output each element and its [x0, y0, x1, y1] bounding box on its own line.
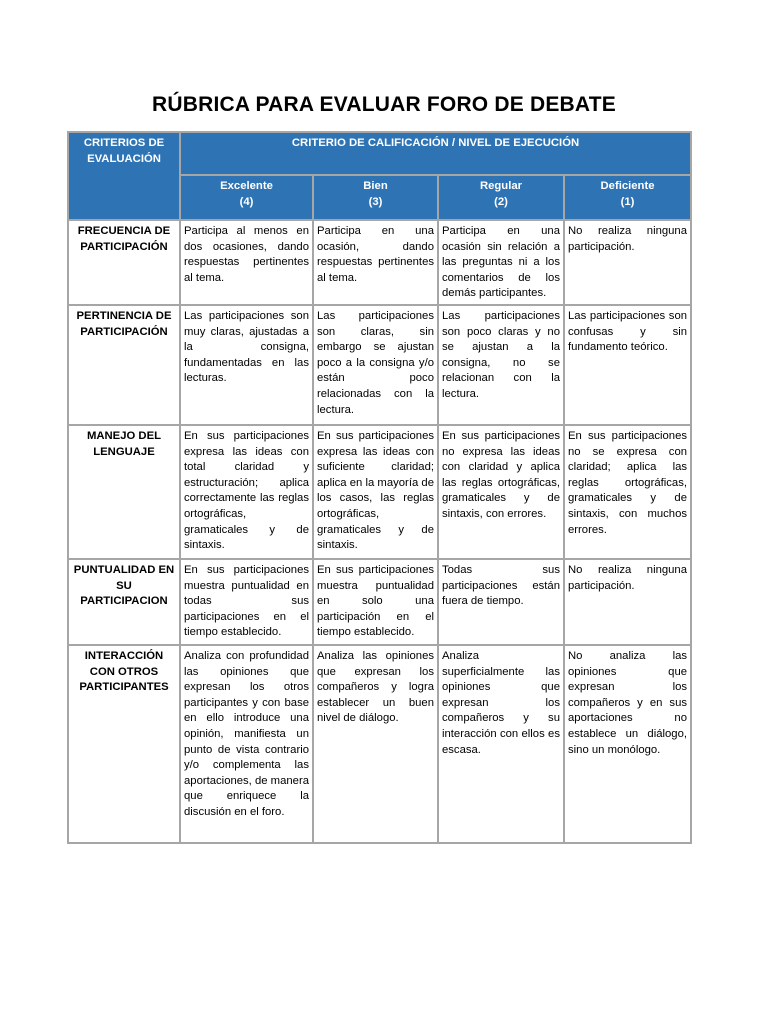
- level-score: (4): [239, 195, 254, 208]
- level-name: Deficiente: [600, 180, 655, 192]
- level-header-excelente: [180, 175, 313, 220]
- rating-cell-regular: Analiza superficialmente las opiniones que expresan los compañeros y su interacción con ellos es escasa.: [438, 645, 564, 843]
- level-header-bien: [313, 175, 438, 220]
- rating-cell-bien: En sus participaciones muestra puntualidad en solo una participación en el tiempo establecido.: [313, 559, 438, 645]
- criterion-label: INTERACCIÓN CON OTROS PARTICIPANTES: [68, 645, 180, 843]
- criterion-label: MANEJO DEL LENGUAJE: [68, 425, 180, 559]
- level-score: (3): [368, 195, 383, 208]
- rating-cell-regular: Participa en una ocasión sin relación a las preguntas ni a los comentarios de los demás participantes.: [438, 220, 564, 305]
- level-name: Excelente: [220, 180, 273, 192]
- rating-cell-bien: Analiza las opiniones que expresan los compañeros y logra establecer un buen nivel de diálogo.: [313, 645, 438, 843]
- rating-cell-deficiente: Las participaciones son confusas y sin fundamento teórico.: [564, 305, 691, 425]
- table-row-puntualidad: [68, 559, 691, 645]
- rating-cell-regular: Las participaciones son poco claras y no se ajustan a la consigna, no se relacionan con la lectura.: [438, 305, 564, 425]
- rating-cell-regular: Todas sus participaciones están fuera de tiempo.: [438, 559, 564, 645]
- table-row-lenguaje: [68, 425, 691, 559]
- rating-cell-excelente: Analiza con profundidad las opiniones que expresan los otros participantes y con base en ello introduce una opinión, manifiesta un punto de vista contrario y/o complementa las aportaciones, de manera que enriquece la discusión en el foro.: [180, 645, 313, 843]
- criterion-label: PUNTUALIDAD EN SU PARTICIPACION: [68, 559, 180, 645]
- level-header-deficiente: [564, 175, 691, 220]
- level-score: (2): [494, 195, 508, 208]
- criteria-header: CRITERIOS DE EVALUACIÓN: [68, 132, 180, 220]
- rating-cell-deficiente: No realiza ninguna participación.: [564, 559, 691, 645]
- level-name: Regular: [479, 180, 523, 192]
- rating-cell-excelente: En sus participaciones muestra puntualidad en todas sus participaciones en el tiempo establecido.: [180, 559, 313, 645]
- rating-cell-excelente: Las participaciones son muy claras, ajustadas a la consigna, fundamentadas en las lecturas.: [180, 305, 313, 425]
- rating-cell-deficiente: En sus participaciones no se expresa con claridad; aplica las reglas ortográficas, gramaticales y de sintaxis, con muchos errores.: [564, 425, 691, 559]
- rating-group-header: CRITERIO DE CALIFICACIÓN / NIVEL DE EJECUCIÓN: [180, 132, 691, 175]
- rating-cell-bien: En sus participaciones expresa las ideas con suficiente claridad; aplica en la mayoría de los casos, las reglas ortográficas, gramaticales y de sintaxis.: [313, 425, 438, 559]
- level-header-regular: [438, 175, 564, 220]
- criterion-label: FRECUENCIA DE PARTICIPACIÓN: [68, 220, 180, 305]
- table-row-frecuencia: [68, 220, 691, 305]
- rating-cell-deficiente: No analiza las opiniones que expresan los compañeros y en sus aportaciones no establece un diálogo, sino un monólogo.: [564, 645, 691, 843]
- rubric-table: [67, 131, 692, 844]
- rating-cell-bien: Las participaciones son claras, sin embargo se ajustan poco a la consigna y/o están poco relacionadas con la lectura.: [313, 305, 438, 425]
- level-score: (1): [620, 195, 635, 208]
- table-row-interaccion: [68, 645, 691, 843]
- table-row-pertinencia: [68, 305, 691, 425]
- criterion-label: PERTINENCIA DE PARTICIPACIÓN: [68, 305, 180, 425]
- document-title: RÚBRICA PARA EVALUAR FORO DE DEBATE: [152, 93, 616, 116]
- rating-cell-regular: En sus participaciones no expresa las ideas con claridad y aplica las reglas ortográficas, gramaticales y de sintaxis, con errores.: [438, 425, 564, 559]
- rating-cell-excelente: Participa al menos en dos ocasiones, dando respuestas pertinentes al tema.: [180, 220, 313, 305]
- level-name: Bien: [363, 180, 388, 192]
- rating-cell-deficiente: No realiza ninguna participación.: [564, 220, 691, 305]
- rating-cell-excelente: En sus participaciones expresa las ideas con total claridad y estructuración; aplica correctamente las reglas ortográficas, gramaticales y de sintaxis.: [180, 425, 313, 559]
- rating-cell-bien: Participa en una ocasión, dando respuestas pertinentes al tema.: [313, 220, 438, 305]
